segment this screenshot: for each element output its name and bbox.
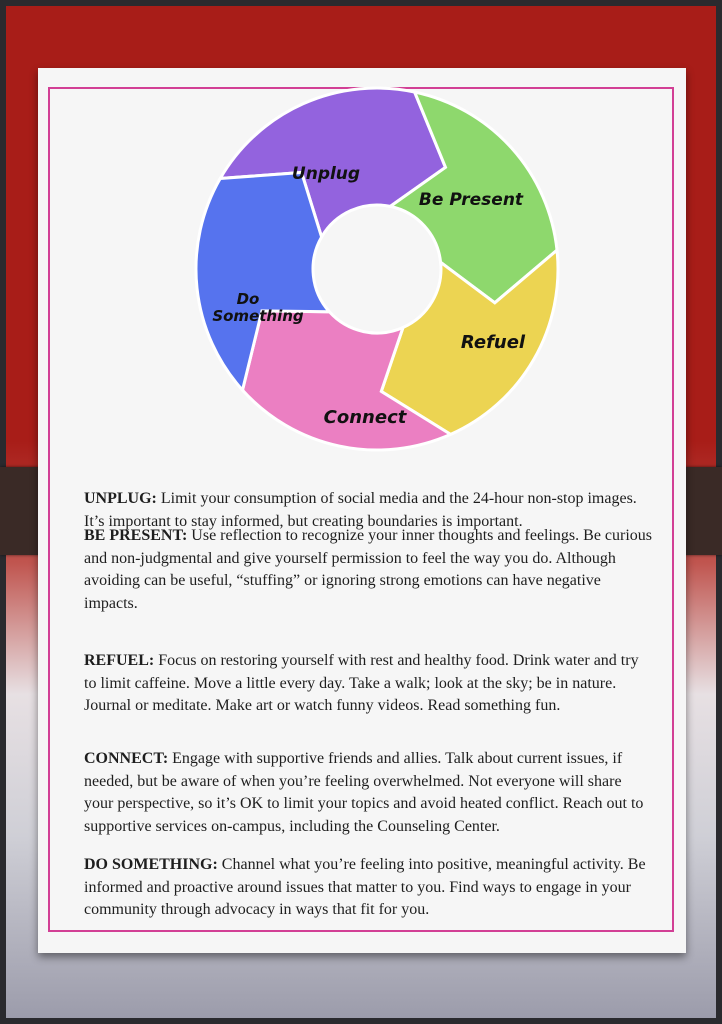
- label-refuel: Refuel: [460, 332, 526, 353]
- label-do: Do: [236, 290, 260, 308]
- section-body: Engage with supportive friends and allies. Talk about current issues, if needed, but be aware of when you’re feeling overwhelmed. Not everyone will share your perspective, so it’s OK to limit your topics and avoid heated conflict. Reach out to supportive services on-campus, including the Counseling Center.: [84, 750, 644, 835]
- section-heading: UNPLUG:: [84, 490, 157, 507]
- label-connect: Connect: [323, 407, 407, 428]
- section-do-something: [84, 854, 654, 922]
- section-body: Use reflection to recognize your inner thoughts and feelings. Be curious and non-judgmental and give yourself permission to feel the way you do. Although avoiding can be useful, “stuffing” or ignoring strong emotions can have negative impacts.: [84, 527, 653, 612]
- section-heading: DO SOMETHING:: [84, 856, 218, 873]
- section-body: Channel what you’re feeling into positive, meaningful activity. Be informed and proactive around issues that matter to you. Find ways to engage in your community through advocacy in ways that fit for you.: [84, 856, 646, 918]
- section-heading: CONNECT:: [84, 750, 169, 767]
- label-something: Something: [212, 307, 304, 325]
- section-connect: [84, 748, 654, 838]
- section-body: Limit your consumption of social media and the 24-hour non-stop images. It’s important to stay informed, but creating boundaries is important.: [84, 490, 637, 530]
- section-be-present: [84, 525, 654, 615]
- section-heading: BE PRESENT:: [84, 527, 188, 544]
- label-unplug: Unplug: [291, 164, 361, 184]
- cycle-diagram: [38, 68, 686, 478]
- section-body: Focus on restoring yourself with rest and healthy food. Drink water and try to limit caffeine. Move a little every day. Take a walk; look at the sky; be in nature. Journal or meditate. Make art or watch funny videos. Read something fun.: [84, 652, 639, 714]
- section-heading: REFUEL:: [84, 652, 155, 669]
- section-refuel: [84, 650, 654, 718]
- label-be-present: Be Present: [418, 190, 524, 210]
- info-card: [38, 68, 686, 953]
